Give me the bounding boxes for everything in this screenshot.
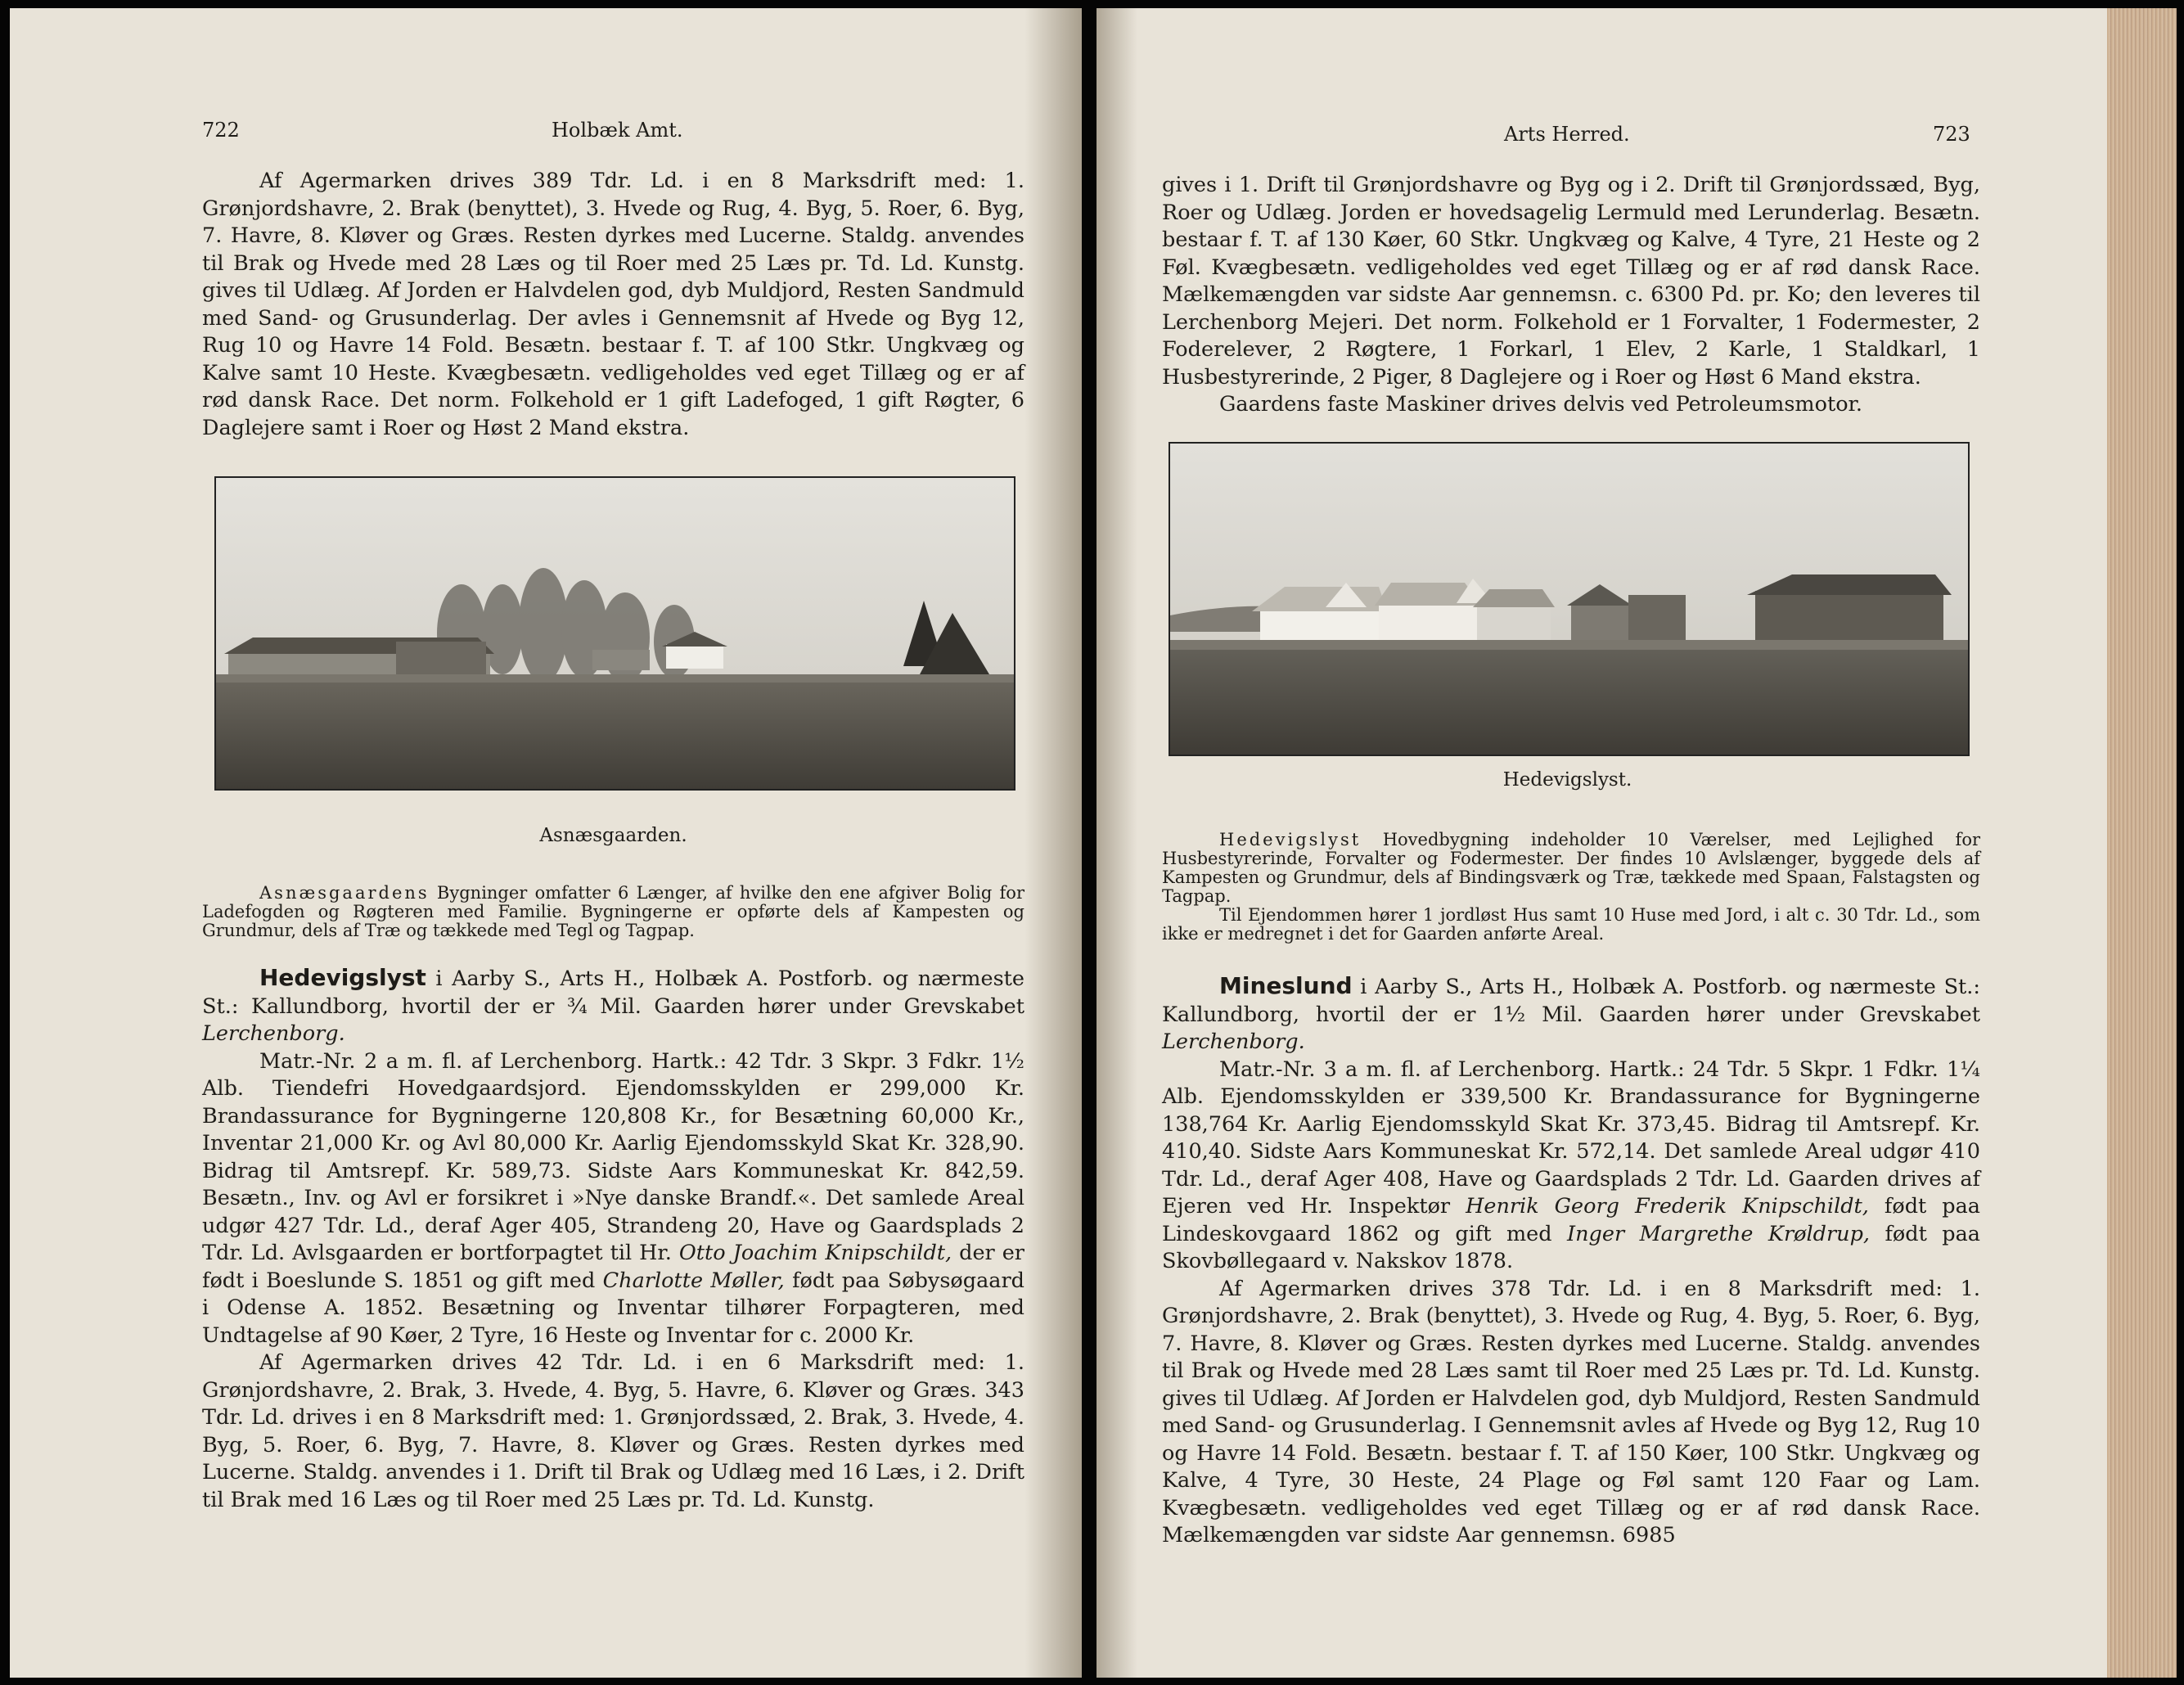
paragraph-agermarken: Af Agermarken drives 42 Tdr. Ld. i en 6 Marksdrift med: 1. Grønjordshavre, 2. Brak, 3. Hvede, 4. Byg, 5. Havre, 6. Kløver og Græs. 343 Tdr. Ld. drives i en 8 Marksdrift med: 1. Grønjordssæd, 2. Brak, 3. Hvede, 4. Byg, 5. Roer, 6. Byg, 7. Havre, 8. Kløver og Græs. Resten dyrkes med Lucerne. Staldg. anvendes i 1. Drift til Brak og Udlæg med 16 Læs, i 2. Drift til Brak med 16 Læs og til Roer med 25 Læs pr. Td. Ld. Kunstg.	[202, 1350, 1024, 1512]
entry-name: Hedevigslyst	[259, 964, 426, 991]
photo-note-text: Bygninger omfatter 6 Længer, af hvilke den ene afgiver Bolig for Ladefogden og Røgteren med Familie. Bygningerne er opførte dels af Kampesten og Grundmur, dels af Træ og tækkede med Tegl og Tagpap.	[202, 883, 1024, 940]
right-para-1	[1162, 172, 1980, 419]
photo-hedevigslyst	[1169, 442, 1970, 756]
running-head-right: Arts Herred.	[1504, 123, 1630, 146]
matr-text-a: Matr.-Nr. 2 a m. fl. af Lerchenborg. Hartk.: 42 Tdr. 3 Skpr. 3 Fdkr. 1½ Alb. Tiendefri Hovedgaardsjord. Ejendomsskylden er 299,000 Kr. Brandassurance for Bygningerne 120,808 Kr., for Besætning 60,000 Kr., Inventar 21,000 Kr. og Avl 80,000 Kr. Aarlig Ejendomsskyld Skat Kr. 328,90. Bidrag til Amtsrepf. Kr. 589,73. Sidste Aars Kommuneskat Kr. 842,59. Besætn., Inv. og Avl er forsikret i »Nye danske Brandf.«. Det samlede Areal udgør 427 Tdr. Ld., deraf Ager 405, Strandeng 20, Have og Gaardsplads 2 Tdr. Ld. Avlsgaarden er bortforpagtet til Hr.	[202, 1048, 1024, 1265]
matr-text-c: født paa Skovbøllegaard v. Nakskov 1878.	[1162, 1221, 1980, 1273]
entry-intro: i Aarby S., Arts H., Holbæk A. Postforb. og nærmeste St.: Kallundborg, hvortil der er ¾ Mil. Gaarden hører under Grevskabet	[202, 966, 1024, 1019]
photo-caption-left: Asnæsgaarden.	[539, 825, 687, 846]
wife-name: Charlotte Møller,	[602, 1268, 785, 1293]
entry-intro-italic: Lerchenborg.	[1162, 1029, 1305, 1054]
wife-name: Inger Margrethe Krøldrup,	[1567, 1221, 1871, 1246]
paragraph-agermarken: Af Agermarken drives 378 Tdr. Ld. i en 8 Marksdrift med: 1. Grønjordshavre, 2. Brak (benyttet), 3. Hvede og Rug, 4. Byg, 5. Roer, 6. Byg, 7. Havre, 8. Kløver og Græs. Resten dyrkes med Lucerne. Staldg. anvendes til Brak og Hvede med 28 Læs samt til Roer med 25 Læs pr. Td. Ld. Kunstg. gives til Udlæg. Af Jorden er Halvdelen god, dyb Muldjord, Resten Sandmuld med Sand- og Grusunderlag. I Gennemsnit avles af Hvede og Byg 12, Rug 10 og Havre 14 Fold. Besætn. bestaar f. T. af 150 Køer, 100 Stkr. Ungkvæg og Kalve, 4 Tyre, 30 Heste, 24 Plage og Føl samt 120 Faar og Lam. Kvægbesætn. vedligeholdes ved eget Tillæg og er af rød dansk Race. Mælkemængden var sidste Aar gennemsn. 6985	[1162, 1276, 1980, 1548]
entry-mineslund	[1162, 972, 1980, 1550]
photo-asnaesgaarden	[214, 476, 1015, 791]
entry-intro: i Aarby S., Arts H., Holbæk A. Postforb. og nærmeste St.: Kallundborg, hvortil der er 1½ Mil. Gaarden hører under Grevskabet	[1162, 975, 1980, 1027]
tenant-name: Otto Joachim Knipschildt,	[678, 1241, 952, 1265]
photo-note-spaced-name: Asnæsgaardens	[259, 883, 430, 903]
farm-photo-image	[1170, 444, 1968, 755]
left-para-1	[202, 168, 1024, 442]
photo-caption-right: Hedevigslyst.	[1502, 769, 1632, 791]
paragraph: Gaardens faste Maskiner drives delvis ved Petroleumsmotor.	[1219, 392, 1863, 417]
matr-text-a: Matr.-Nr. 3 a m. fl. af Lerchenborg. Hartk.: 24 Tdr. 5 Skpr. 1 Fdkr. 1¼ Alb. Ejendomsskylden er 339,500 Kr. Brandassurance for Bygningerne 138,764 Kr. Aarlig Ejendomsskyld Skat Kr. 373,45. Bidrag til Amtsrepf. Kr. 410,40. Sidste Aars Kommuneskat Kr. 572,14. Det samlede Areal udgør 410 Tdr. Ld., deraf Ager 408, Have og Gaardsplads 2 Tdr. Ld. Gaarden drives af Ejeren ved Hr. Inspektør	[1162, 1057, 1980, 1219]
photo-note-right	[1162, 831, 1980, 944]
left-page	[10, 8, 1082, 1678]
matr-text-b: født paa Lindeskovgaard 1862 og gift med	[1162, 1194, 1980, 1246]
paragraph: gives i 1. Drift til Grønjordshavre og Byg og i 2. Drift til Grønjordssæd, Byg, Roer og Udlæg. Jorden er hovedsagelig Lermuld med Lerunderlag. Besætn. bestaar f. T. af 130 Køer, 60 Stkr. Ungkvæg og Kalve, 4 Tyre, 21 Heste og 2 Føl. Kvægbesætn. vedligeholdes ved eget Tillæg og er af rød dansk Race. Mælkemængden var sidste Aar gennemsn. c. 6300 Pd. pr. Ko; den leveres til Lerchenborg Mejeri. Det norm. Folkehold er 1 Forvalter, 1 Fodermester, 2 Foderelever, 2 Røgtere, 1 Forkarl, 1 Elev, 2 Karle, 1 Staldkarl, 1 Husbestyrerinde, 2 Piger, 8 Daglejere og i Roer og Høst 6 Mand ekstra.	[1162, 173, 1980, 390]
entry-name: Mineslund	[1219, 972, 1353, 999]
photo-note-text: Hovedbygning indeholder 10 Værelser, med Lejlighed for Husbestyrerinde, Forvalter og Fodermester. Der findes 10 Avlslænger, byggede dels af Kampesten og Grundmur, dels af Bindingsværk og Træ, tækkede med Spaan, Falstagsten og Tagpap.	[1162, 830, 1980, 906]
photo-note-left	[202, 884, 1024, 940]
farm-photo-image	[216, 478, 1014, 789]
running-head-left: Holbæk Amt.	[552, 119, 683, 142]
entry-intro-italic: Lerchenborg.	[202, 1021, 345, 1046]
right-page	[1097, 8, 2177, 1678]
page-number-left: 722	[202, 119, 240, 142]
matr-text-b: der er født i Boeslunde S. 1851 og gift med	[202, 1241, 1024, 1293]
matr-text-c: født paa Søbysøgaard i Odense A. 1852. Besætning og Inventar tilhører Forpagteren, med Undtagelse af 90 Køer, 2 Tyre, 16 Heste og Inventar for c. 2000 Kr.	[202, 1268, 1025, 1348]
photo-note-text-2: Til Ejendommen hører 1 jordløst Hus samt 10 Huse med Jord, i alt c. 30 Tdr. Ld., som ikke er medregnet i det for Gaarden anførte Areal.	[1162, 905, 1980, 944]
owner-name: Henrik Georg Frederik Knipschildt,	[1466, 1194, 1869, 1219]
entry-hedevigslyst	[202, 964, 1024, 1514]
paragraph: Af Agermarken drives 389 Tdr. Ld. i en 8 Marksdrift med: 1. Grønjordshavre, 2. Brak (benyttet), 3. Hvede og Rug, 4. Byg, 5. Roer, 6. Byg, 7. Havre, 8. Kløver og Græs. Resten dyrkes med Lucerne. Staldg. anvendes til Brak og Hvede med 28 Læs og til Roer med 25 Læs pr. Td. Ld. Kunstg. gives til Udlæg. Af Jorden er Halvdelen god, dyb Muldjord, Resten Sandmuld med Sand- og Grusunderlag. Der avles i Gennemsnit af Hvede og Byg 12, Rug 10 og Havre 14 Fold. Besætn. bestaar f. T. af 100 Stkr. Ungkvæg og Kalve samt 10 Heste. Kvægbesætn. vedligeholdes ved eget Tillæg og er af rød dansk Race. Det norm. Folkehold er 1 gift Ladefoged, 1 gift Røgter, 6 Daglejere samt i Roer og Høst 2 Mand ekstra.	[202, 169, 1024, 440]
photo-note-spaced-name: Hedevigslyst	[1219, 830, 1362, 849]
page-number-right: 723	[1933, 123, 1970, 146]
